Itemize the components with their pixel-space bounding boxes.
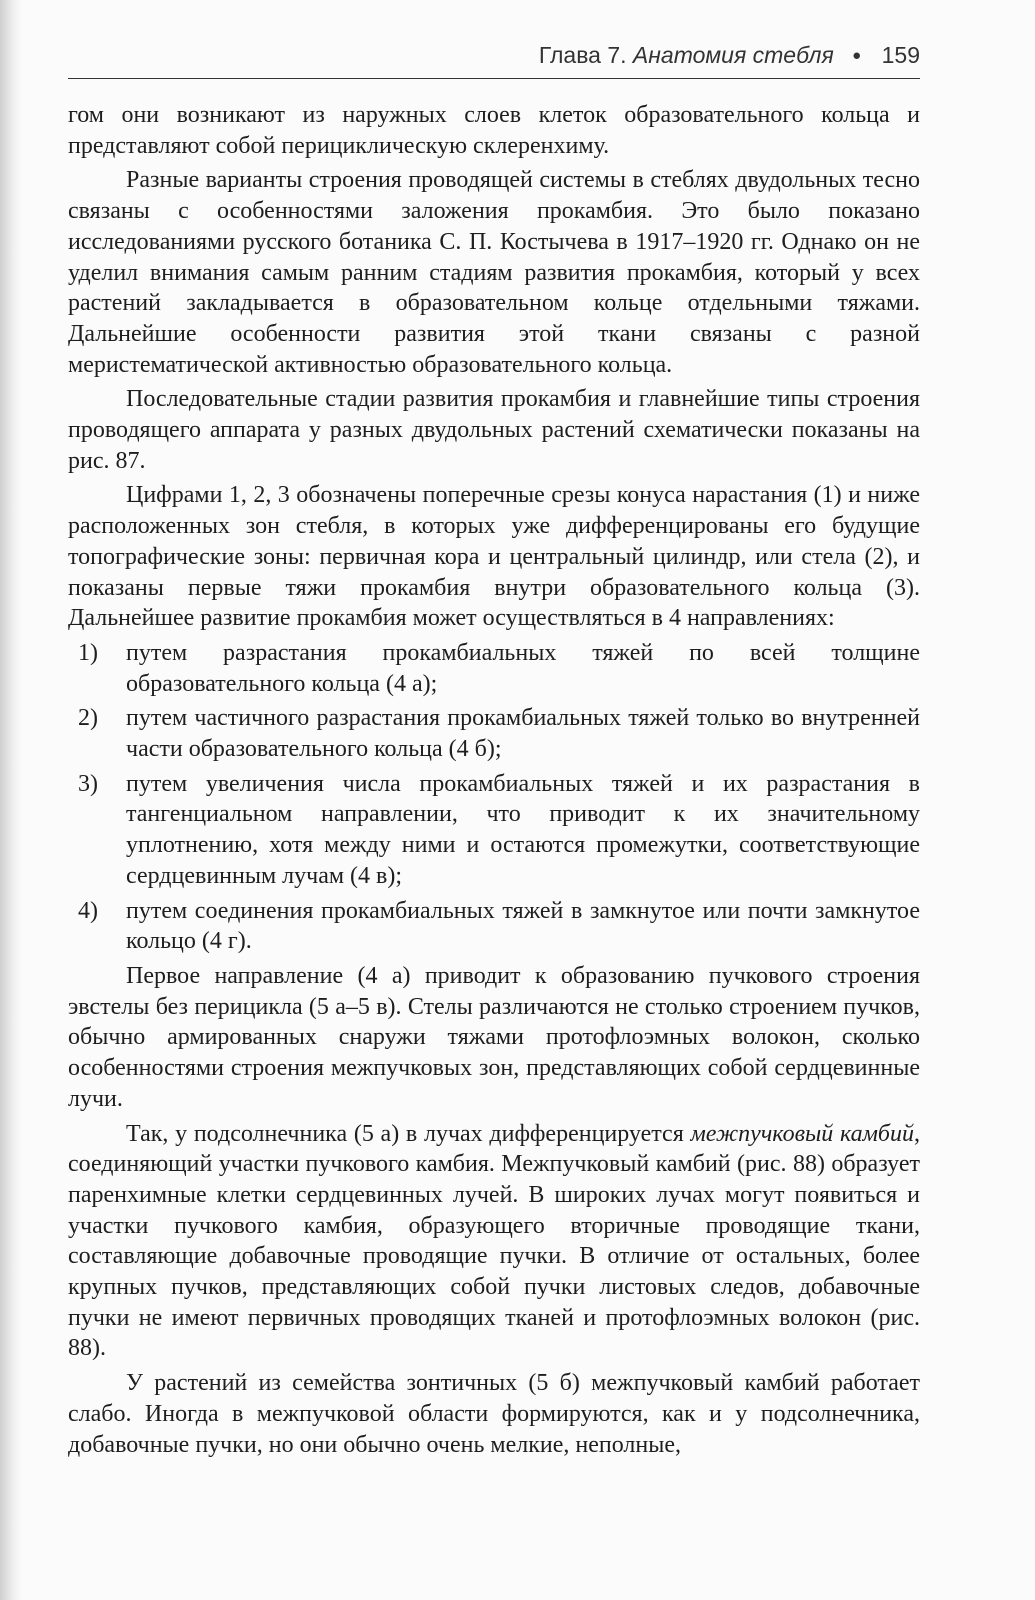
list-item-number: 3) xyxy=(78,770,98,797)
list-item-text: путем увеличения числа прокамбиальных тяжей и их разрастания в тангенциальном направлении, что приводит к их значительному уплотнению, хотя между ними и остаются промежутки, соответствующие сердцевинным лучам (4 в); xyxy=(126,770,920,889)
list-item xyxy=(68,638,920,699)
numbered-list xyxy=(68,638,920,957)
bullet-separator: ● xyxy=(852,47,862,64)
list-item-text: путем разрастания прокамбиальных тяжей по всей толщине образовательного кольца (4 а); xyxy=(126,639,920,697)
running-header xyxy=(68,38,920,79)
list-item xyxy=(68,769,920,892)
paragraph: У растений из семейства зонтичных (5 б) межпучковый камбий работает слабо. Иногда в межпучковой области формируются, как и у подсолнечника, добавочные пучки, но они обычно очень мелкие, неполные, xyxy=(68,1370,920,1458)
paragraph: Разные варианты строения проводящей системы в стеблях двудольных тесно связаны с особенностями заложения прокамбия. Это было показано исследованиями русского ботаника С. П. Костычева в 1917–1920 гг. Однако он не уделил внимания самым ранним стадиям развития прокамбия, который у всех растений закладывается в образовательном кольце отдельными тяжами. Дальнейшие особенности развития этой ткани связаны с разной меристематической активностью образовательного кольца. xyxy=(68,167,920,378)
list-item xyxy=(68,703,920,764)
paragraph-text: Так, у подсолнечника (5 а) в лучах дифференцируется xyxy=(126,1120,691,1147)
paragraph xyxy=(68,1119,920,1365)
paragraph-continued: гом они возникают из наружных слоев клеток образовательного кольца и представляют собой перициклическую склеренхиму. xyxy=(68,102,920,159)
list-item-text: путем соединения прокамбиальных тяжей в замкнутое или почти замкнутое кольцо (4 г). xyxy=(126,897,920,955)
list-item-number: 2) xyxy=(78,705,98,732)
paragraph: Первое направление (4 а) приводит к образованию пучкового строения эвстелы без перицикла (5 а–5 в). Стелы различаются не столько строением пучков, обычно армированных снаружи тяжами протофлоэмных волокон, сколько особенностями строения межпучковых зон, представляющих собой сердцевинные лучи. xyxy=(68,962,920,1112)
body-text xyxy=(68,100,920,1464)
list-item-text: путем частичного разрастания прокамбиальных тяжей только во внутренней части образовательного кольца (4 б); xyxy=(126,705,920,763)
page-number: 159 xyxy=(881,42,920,68)
paragraph: Цифрами 1, 2, 3 обозначены поперечные срезы конуса нарастания (1) и ниже расположенных зон стебля, в которых уже дифференцированы его будущие топографические зоны: первичная кора и центральный цилиндр, или стела (2), и показаны первые тяжи прокамбия внутри образовательного кольца (3). Дальнейшее развитие прокамбия может осуществляться в 4 направлениях: xyxy=(68,482,920,632)
list-item-number: 1) xyxy=(78,639,98,666)
chapter-label: Глава 7. xyxy=(538,42,627,68)
paragraph-text: , соединяющий участки пучкового камбия. Межпучковый камбий (рис. 88) образует паренхимные клетки сердцевинных лучей. В широких лучах могут появиться и участки пучкового камбия, образующего вторичные проводящие ткани, составляющие добавочные проводящие пучки. В отличие от остальных, более крупных пучков, представляющих собой пучки листовых следов, добавочные пучки не имеют первичных проводящих тканей и протофлоэмных волокон (рис. 88). xyxy=(68,1120,921,1362)
list-item xyxy=(68,896,920,957)
chapter-title: Анатомия стебля xyxy=(632,42,834,68)
paragraph: Последовательные стадии развития прокамбия и главнейшие типы строения проводящего аппарата у разных двудольных растений схематически показаны на рис. 87. xyxy=(68,386,920,474)
binding-shadow xyxy=(0,0,22,1600)
italic-term: межпучковый камбий xyxy=(690,1120,915,1147)
list-item-number: 4) xyxy=(78,897,98,924)
